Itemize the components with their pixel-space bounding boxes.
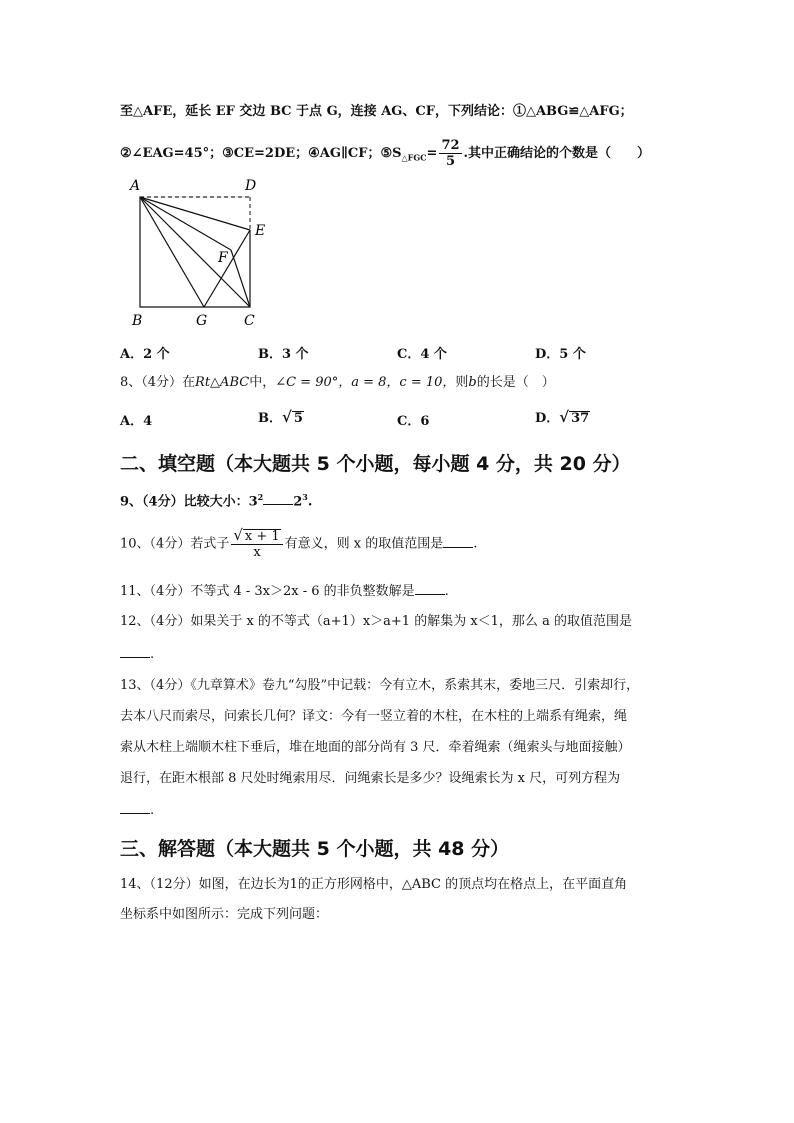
label-d: D xyxy=(245,178,257,194)
q9-pre: 9、（4分）比较大小：3 xyxy=(120,494,258,510)
q14-line1: 14、（12分）如图，在边长为1的正方形网格中，△ABC 的顶点均在格点上，在平面直角 xyxy=(120,877,628,892)
q10-pre: 10、（4分）若式子 xyxy=(120,536,230,552)
label-b: B xyxy=(132,313,143,329)
q7-option-b: B．3 个 xyxy=(258,347,309,362)
q12-line1: 12、（4分）如果关于 x 的不等式（a+1）x＞a+1 的解集为 x＜1，那么 a 的取值范围是 xyxy=(120,614,632,629)
q8-option-d xyxy=(535,407,590,426)
q8-post: 的长是（ ） xyxy=(476,375,555,390)
sqrt-icon: √ xyxy=(282,408,292,426)
q10-radicand: x + 1 xyxy=(244,529,280,544)
q11-end: . xyxy=(444,584,449,599)
q12-line2 xyxy=(120,645,154,664)
q8-mid2: 则 xyxy=(455,375,469,390)
q9-base2: 2 xyxy=(293,494,303,510)
q13-end: . xyxy=(150,803,155,818)
q8-stem xyxy=(120,374,555,392)
q13-blank xyxy=(120,801,150,814)
q12-blank xyxy=(120,645,150,658)
q7-line1: 至△AFE，延长 EF 交边 BC 于点 G，连接 AG、CF，下列结论：①△ABG≌△AFG； xyxy=(120,104,633,119)
q7-fraction xyxy=(439,138,461,169)
q9-exp1: 2 xyxy=(257,492,264,502)
q8-var: b xyxy=(468,375,477,390)
q8-option-b-radicand: 5 xyxy=(293,411,303,426)
sqrt-icon: √ xyxy=(559,408,570,426)
q7-square-figure xyxy=(120,170,280,335)
sqrt-icon: √ xyxy=(233,526,243,544)
q8-pre: 8、（4分）在 xyxy=(120,375,196,390)
q11 xyxy=(120,582,449,601)
q9-blank xyxy=(263,492,293,505)
q8-option-d-label: D． xyxy=(535,411,560,426)
q8-option-a: A．4 xyxy=(120,414,153,429)
q13-line5 xyxy=(120,801,154,820)
q7-line2-pre: ②∠EAG=45°；③CE=2DE；④AG∥CF；⑤S xyxy=(120,146,402,161)
q10-frac-den: x xyxy=(253,545,261,560)
q10-post: 有意义，则 x 的取值范围是 xyxy=(284,536,444,552)
q7-option-c: C．4 个 xyxy=(397,347,447,362)
q8-conditions: ∠C = 90°，a = 8，c = 10， xyxy=(275,375,456,390)
label-a: A xyxy=(130,178,141,194)
q14-line2: 坐标系中如图所示：完成下列问题： xyxy=(120,907,329,922)
label-e: E xyxy=(255,223,266,239)
q11-blank xyxy=(415,582,445,595)
q13-line3: 索从木柱上端顺木柱下垂后，堆在地面的部分尚有 3 尺．牵着绳索（绳索头与地面接触） xyxy=(120,740,631,755)
q10-blank xyxy=(443,535,473,548)
q8-option-b xyxy=(258,407,304,426)
q8-mid1: 中， xyxy=(249,375,276,390)
label-g: G xyxy=(196,313,208,329)
q13-line2: 去本八尺而索尽，问索长几何？译文：今有一竖立着的木柱，在木柱的上端系有绳索，绳 xyxy=(120,709,628,724)
q8-triangle: Rt△ABC xyxy=(195,375,250,390)
q7-option-d: D．5 个 xyxy=(535,347,586,362)
q8-option-d-radicand: 37 xyxy=(571,411,590,426)
section2-title: 二、填空题（本大题共 5 个小题，每小题 4 分，共 20 分） xyxy=(120,453,631,475)
q8-option-c: C．6 xyxy=(397,414,430,429)
q10 xyxy=(120,528,477,560)
q7-frac-num: 72 xyxy=(441,138,460,153)
q13-line1: 13、（4分）《九章算术》卷九“勾股”中记载：今有立木，系索其末，委地三尺．引索却行， xyxy=(120,678,640,693)
q10-frac-num xyxy=(231,528,282,545)
q10-end: . xyxy=(473,536,478,552)
q13-line4: 退行，在距木根部 8 尺处时绳索用尽．问绳索长是多少？设绳索长为 x 尺，可列方程为 xyxy=(120,771,621,786)
label-f: F xyxy=(218,250,228,266)
label-c: C xyxy=(244,313,255,329)
q7-line2 xyxy=(120,138,650,169)
q7-frac-den: 5 xyxy=(445,154,455,169)
q12-end: . xyxy=(150,647,155,662)
q10-fraction xyxy=(231,528,282,560)
q7-line2-eq: = xyxy=(426,146,438,161)
q8-option-b-label: B． xyxy=(258,411,282,426)
q9-post: . xyxy=(307,494,313,510)
q9-exp2: 3 xyxy=(302,492,308,502)
q7-line2-post: .其中正确结论的个数是（ ） xyxy=(463,146,651,161)
q11-pre: 11、（4分）不等式 4 - 3x＞2x - 6 的非负整数解是 xyxy=(120,584,415,599)
q9 xyxy=(120,488,312,511)
line-fc xyxy=(231,250,250,307)
q7-option-a: A．2 个 xyxy=(120,347,170,362)
q7-line2-sub: △FGC xyxy=(401,152,427,163)
section3-title: 三、解答题（本大题共 5 个小题，共 48 分） xyxy=(120,838,510,860)
